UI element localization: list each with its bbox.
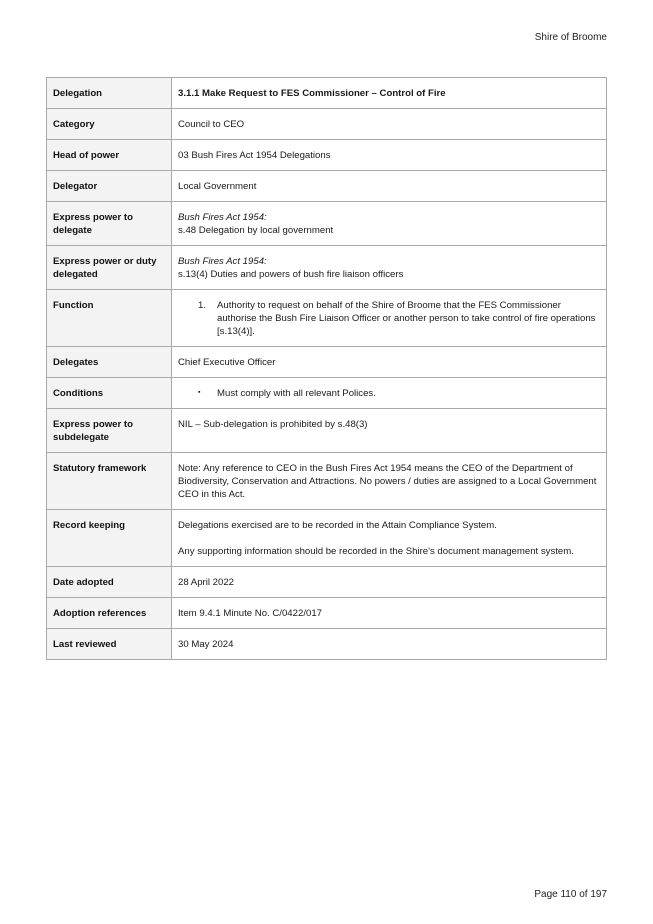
row-label: Function: [47, 290, 172, 347]
row-head-of-power: [47, 140, 607, 171]
row-adoption-references: [47, 598, 607, 629]
numbered-list-item: [178, 299, 600, 338]
row-label: Statutory framework: [47, 453, 172, 510]
row-value: 03 Bush Fires Act 1954 Delegations: [172, 140, 607, 171]
row-express-power-to-subdelegate: [47, 409, 607, 453]
row-label: Delegator: [47, 171, 172, 202]
row-record-keeping: [47, 510, 607, 567]
row-label: Category: [47, 109, 172, 140]
row-value: [172, 246, 607, 290]
row-label: Head of power: [47, 140, 172, 171]
square-bullet-icon: ▪: [198, 389, 201, 396]
row-value: Note: Any reference to CEO in the Bush Fires Act 1954 means the CEO of the Department of Biodiversity, Conservation and Attractions. No powers / duties are assigned to a Local Government CEO in this Act.: [172, 453, 607, 510]
row-value: [172, 290, 607, 347]
row-label: Adoption references: [47, 598, 172, 629]
row-category: [47, 109, 607, 140]
row-delegator: [47, 171, 607, 202]
row-statutory-framework: [47, 453, 607, 510]
row-label: Express power to delegate: [47, 202, 172, 246]
row-conditions: [47, 378, 607, 409]
row-value: [172, 378, 607, 409]
bullet-list-item: [178, 387, 600, 400]
row-value: [172, 202, 607, 246]
row-value: Chief Executive Officer: [172, 347, 607, 378]
row-express-power-to-delegate: [47, 202, 607, 246]
section-text: s.13(4) Duties and powers of bush fire liaison officers: [178, 269, 404, 280]
row-value: 28 April 2022: [172, 567, 607, 598]
row-function: [47, 290, 607, 347]
record-keeping-para-1: Delegations exercised are to be recorded in the Attain Compliance System.: [178, 520, 497, 531]
row-label: Express power to subdelegate: [47, 409, 172, 453]
row-label: Delegation: [47, 78, 172, 109]
row-label: Delegates: [47, 347, 172, 378]
act-name: Bush Fires Act 1954:: [178, 212, 267, 223]
row-express-power-or-duty: [47, 246, 607, 290]
row-date-adopted: [47, 567, 607, 598]
row-value: Local Government: [172, 171, 607, 202]
page-header-org: Shire of Broome: [534, 32, 607, 43]
row-value: [172, 510, 607, 567]
row-value: 30 May 2024: [172, 629, 607, 660]
act-name: Bush Fires Act 1954:: [178, 256, 267, 267]
row-label: Express power or duty delegated: [47, 246, 172, 290]
row-label: Conditions: [47, 378, 172, 409]
row-value: Council to CEO: [172, 109, 607, 140]
row-value: NIL – Sub-delegation is prohibited by s.48(3): [172, 409, 607, 453]
row-delegates: [47, 347, 607, 378]
row-label: Last reviewed: [47, 629, 172, 660]
delegation-title: 3.1.1 Make Request to FES Commissioner – Control of Fire: [172, 78, 607, 109]
row-label: Date adopted: [47, 567, 172, 598]
row-last-reviewed: [47, 629, 607, 660]
row-delegation: [47, 78, 607, 109]
list-number: 1.: [198, 300, 207, 311]
row-value: Item 9.4.1 Minute No. C/0422/017: [172, 598, 607, 629]
record-keeping-para-2: Any supporting information should be recorded in the Shire's document management system.: [178, 546, 574, 557]
row-label: Record keeping: [47, 510, 172, 567]
section-text: s.48 Delegation by local government: [178, 225, 334, 236]
delegation-table: [46, 77, 607, 660]
page-number: Page 110 of 197: [534, 889, 607, 900]
list-text: Authority to request on behalf of the Shire of Broome that the FES Commissioner authorise the Bush Fire Liaison Officer or another person to take control of fire operations [s.13(4)].: [217, 300, 596, 337]
list-text: Must comply with all relevant Polices.: [217, 388, 376, 399]
